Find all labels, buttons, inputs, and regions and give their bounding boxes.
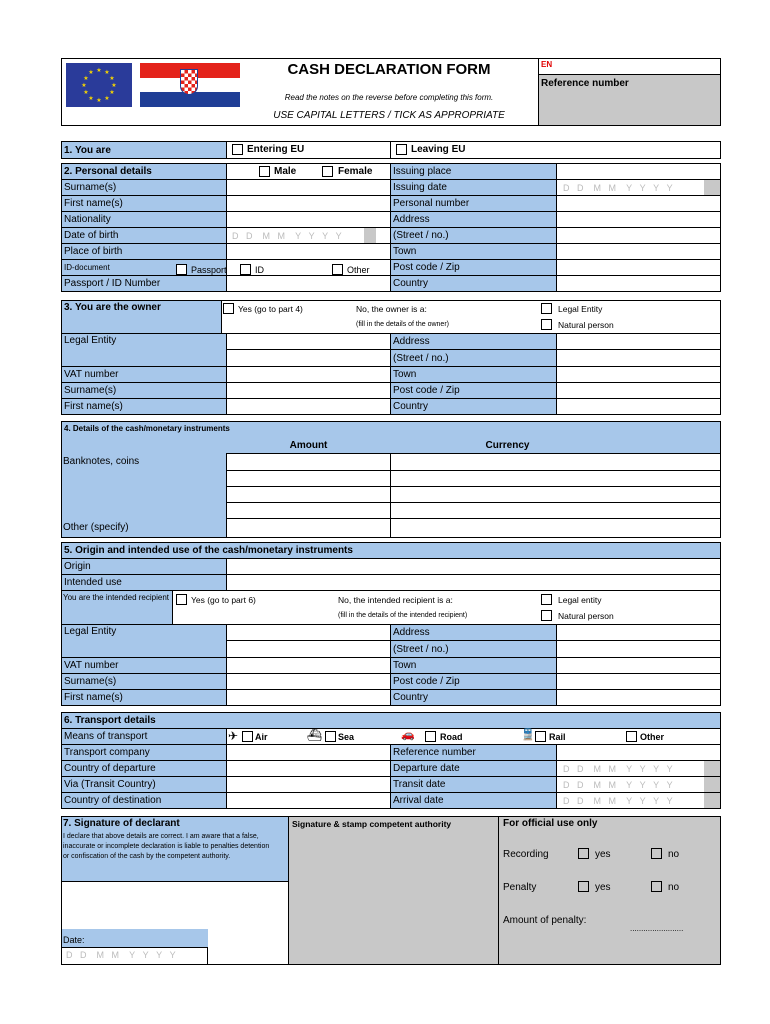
penalty-amount-field[interactable]: ........................ (630, 924, 684, 933)
owner-vat-input[interactable] (226, 366, 391, 383)
transport-reference-input[interactable] (556, 744, 721, 761)
recipient-fill-note: (fill in the details of the intended recipient) (338, 612, 468, 619)
amount-row-3[interactable] (226, 486, 391, 503)
leaving-eu-label: Leaving EU (411, 144, 466, 155)
section1-heading: 1. You are (61, 141, 227, 159)
recipient-town-label: Town (390, 657, 557, 674)
train-icon: 🚆 (521, 729, 535, 741)
owner-vat-label: VAT number (61, 366, 227, 383)
owner-legal-checkbox[interactable] (541, 303, 552, 314)
recipient-address-input[interactable] (556, 624, 721, 641)
country-destination-label: Country of destination (61, 792, 227, 809)
penalty-yes-checkbox[interactable] (578, 881, 589, 892)
owner-legal-entity-label: Legal Entity (61, 333, 227, 367)
other-specify-label: Other (specify) (63, 522, 129, 533)
nationality-label: Nationality (61, 211, 227, 228)
recipient-legal-entity-label: Legal Entity (61, 624, 227, 658)
official-use-heading: For official use only (503, 818, 598, 829)
svg-text:★: ★ (83, 89, 89, 96)
intended-use-input[interactable] (226, 574, 721, 591)
road-label: Road (440, 732, 463, 742)
other-id-label: Other (347, 265, 370, 275)
section4-heading: 4. Details of the cash/monetary instruments (64, 424, 230, 433)
declaration-text-3: or confiscation of the cash by the competent authority. (63, 853, 231, 860)
currency-row-1[interactable] (390, 453, 721, 471)
reference-number-label: Reference number (541, 78, 629, 89)
id-checkbox[interactable] (240, 264, 251, 275)
female-label: Female (338, 166, 373, 177)
owner-address-label: Address (390, 333, 557, 350)
recipient-legal-checkbox[interactable] (541, 594, 552, 605)
recording-label: Recording (503, 849, 549, 860)
owner-town-label: Town (390, 366, 557, 383)
id-document-label: ID-document (61, 259, 227, 276)
eu-flag (66, 63, 132, 107)
svg-text:★: ★ (109, 89, 115, 96)
svg-text:★: ★ (109, 75, 115, 82)
passport-number-input[interactable] (226, 275, 391, 292)
amount-row-2[interactable] (226, 470, 391, 487)
recipient-yes-label: Yes (go to part 6) (191, 595, 256, 605)
country-destination-input[interactable] (226, 792, 391, 809)
other-id-checkbox[interactable] (332, 264, 343, 275)
currency-row-2[interactable] (390, 470, 721, 487)
nationality-input[interactable] (226, 211, 391, 228)
recipient-no-label: No, the intended recipient is a: (338, 595, 453, 605)
recipient-natural-checkbox[interactable] (541, 610, 552, 621)
recipient-first-name-input[interactable] (226, 689, 391, 706)
town-input[interactable] (556, 243, 721, 260)
amount-row-4[interactable] (226, 502, 391, 519)
transport-company-input[interactable] (226, 744, 391, 761)
surname-label: Surname(s) (61, 179, 227, 196)
ship-icon: ⛴ (307, 728, 323, 742)
penalty-amount-label: Amount of penalty: (503, 915, 587, 926)
air-label: Air (255, 732, 268, 742)
recording-no-checkbox[interactable] (651, 848, 662, 859)
form-title: CASH DECLARATION FORM (287, 61, 491, 78)
other-transport-checkbox[interactable] (626, 731, 637, 742)
other-transport-label: Other (640, 732, 665, 742)
recipient-surname-input[interactable] (226, 673, 391, 690)
leaving-eu-checkbox[interactable] (396, 144, 407, 155)
section3-heading: 3. You are the owner (61, 300, 222, 334)
departure-date-label: Departure date (390, 760, 557, 777)
owner-country-input[interactable] (556, 398, 721, 415)
recording-yes-checkbox[interactable] (578, 848, 589, 859)
amount-row-1[interactable] (226, 453, 391, 471)
notes-instruction: Read the notes on the reverse before completing this form. (284, 93, 494, 102)
transit-date-mask: D D M M Y Y Y Y (563, 780, 673, 790)
owner-country-label: Country (390, 398, 557, 415)
section2-heading: 2. Personal details (61, 163, 227, 180)
recipient-details-section (61, 624, 721, 708)
address-label: Address (390, 211, 557, 228)
recipient-legal-entity-input[interactable] (226, 624, 391, 641)
recipient-postcode-input[interactable] (556, 673, 721, 690)
recipient-vat-label: VAT number (61, 657, 227, 674)
amount-row-5[interactable] (226, 518, 391, 538)
origin-label: Origin (61, 558, 227, 575)
croatia-flag (140, 63, 240, 107)
rail-label: Rail (549, 732, 566, 742)
street-label: (Street / no.) (390, 227, 557, 244)
penalty-yes-label: yes (595, 882, 611, 893)
male-label: Male (274, 166, 297, 177)
owner-no-label: No, the owner is a: (356, 304, 427, 314)
rail-checkbox[interactable] (535, 731, 546, 742)
recipient-town-input[interactable] (556, 657, 721, 674)
owner-first-name-input[interactable] (226, 398, 391, 415)
owner-details-section (61, 333, 721, 417)
street-input[interactable] (556, 227, 721, 244)
entering-eu-checkbox[interactable] (232, 144, 243, 155)
postcode-label: Post code / Zip (390, 259, 557, 276)
postcode-input[interactable] (556, 259, 721, 276)
currency-row-3[interactable] (390, 486, 721, 503)
cash-amount-table (226, 453, 721, 538)
svg-text:★: ★ (104, 95, 110, 102)
road-checkbox[interactable] (425, 731, 436, 742)
owner-natural-checkbox[interactable] (541, 319, 552, 330)
arrival-date-label: Arrival date (390, 792, 557, 809)
svg-text:★: ★ (104, 69, 110, 76)
recipient-natural-label: Natural person (558, 611, 614, 621)
owner-first-name-label: First name(s) (61, 398, 227, 415)
issuing-date-mask: D D M M Y Y Y Y (563, 183, 673, 193)
passport-label: Passport (191, 265, 227, 275)
recipient-legal-label: Legal entity (558, 595, 602, 605)
language-code: EN (541, 60, 553, 69)
recipient-country-label: Country (390, 689, 557, 706)
recipient-postcode-label: Post code / Zip (390, 673, 557, 690)
personal-number-label: Personal number (390, 195, 557, 212)
owner-natural-label: Natural person (558, 320, 614, 330)
recording-no-label: no (668, 849, 680, 860)
svg-text:★: ★ (96, 67, 102, 74)
recipient-first-name-label: First name(s) (61, 689, 227, 706)
id-label: ID (255, 265, 264, 275)
amount-header: Amount (289, 440, 328, 451)
departure-date-mask: D D M M Y Y Y Y (563, 764, 673, 774)
authority-signature-box[interactable] (288, 816, 499, 965)
passport-number-label: Passport / ID Number (61, 275, 227, 292)
recipient-address-label: Address (390, 624, 557, 641)
penalty-no-label: no (668, 882, 680, 893)
recipient-country-input[interactable] (556, 689, 721, 706)
declaration-text-1: I declare that above details are correct. I am aware that a false, (63, 833, 259, 840)
town-label: Town (390, 243, 557, 260)
sea-checkbox[interactable] (325, 731, 336, 742)
female-checkbox[interactable] (322, 166, 333, 177)
pob-input[interactable] (226, 243, 391, 260)
personal-number-input[interactable] (556, 195, 721, 212)
capitals-instruction: USE CAPITAL LETTERS / TICK AS APPROPRIATE (273, 110, 505, 121)
transit-country-label: Via (Transit Country) (61, 776, 227, 793)
owner-legal-label: Legal Entity (558, 304, 603, 314)
transit-date-label: Transit date (390, 776, 557, 793)
dob-date-mask: D D M M Y Y Y Y (232, 231, 342, 241)
signature-date-mask: D D M M Y Y Y Y (66, 950, 176, 960)
svg-text:★: ★ (88, 69, 94, 76)
recipient-label: You are the intended recipient (63, 593, 170, 602)
currency-row-5[interactable] (390, 518, 721, 538)
recipient-yes-checkbox[interactable] (176, 594, 187, 605)
owner-surname-label: Surname(s) (61, 382, 227, 399)
svg-text:★: ★ (81, 82, 87, 89)
transport-reference-label: Reference number (390, 744, 557, 761)
section7-heading: 7. Signature of declarant (63, 818, 180, 829)
currency-header: Currency (485, 440, 530, 451)
car-icon: 🚗 (401, 729, 415, 741)
signature-date-label: Date: (63, 935, 85, 945)
issuing-place-label: Issuing place (390, 163, 557, 180)
country-departure-input[interactable] (226, 760, 391, 777)
sea-label: Sea (338, 732, 355, 742)
passport-checkbox[interactable] (176, 264, 187, 275)
dob-label: Date of birth (61, 227, 227, 244)
origin-input[interactable] (226, 558, 721, 575)
section5-heading: 5. Origin and intended use of the cash/monetary instruments (61, 542, 721, 559)
authority-signature-label: Signature & stamp competent authority (292, 819, 452, 829)
penalty-no-checkbox[interactable] (651, 881, 662, 892)
address-input[interactable] (556, 211, 721, 228)
svg-text:★: ★ (88, 95, 94, 102)
surname-input[interactable] (226, 179, 391, 196)
svg-text:★: ★ (111, 82, 117, 89)
pob-label: Place of birth (61, 243, 227, 260)
recipient-vat-input[interactable] (226, 657, 391, 674)
owner-yes-label: Yes (go to part 4) (238, 304, 303, 314)
country-departure-label: Country of departure (61, 760, 227, 777)
owner-legal-entity-input[interactable] (226, 333, 391, 350)
owner-postcode-label: Post code / Zip (390, 382, 557, 399)
svg-text:★: ★ (96, 97, 102, 104)
owner-town-input[interactable] (556, 366, 721, 383)
owner-street-label: (Street / no.) (390, 349, 557, 367)
arrival-date-mask: D D M M Y Y Y Y (563, 796, 673, 806)
intended-use-label: Intended use (61, 574, 227, 591)
plane-icon: ✈ (228, 729, 239, 743)
section6-heading: 6. Transport details (61, 712, 721, 729)
svg-text:★: ★ (83, 75, 89, 82)
male-checkbox[interactable] (259, 166, 270, 177)
country-input[interactable] (556, 275, 721, 292)
first-name-label: First name(s) (61, 195, 227, 212)
transport-company-label: Transport company (61, 744, 227, 761)
currency-row-4[interactable] (390, 502, 721, 519)
country-label: Country (390, 275, 557, 292)
owner-fill-note: (fill in the details of the owner) (356, 321, 449, 328)
recipient-street-label: (Street / no.) (390, 640, 557, 658)
issuing-place-input[interactable] (556, 163, 721, 180)
transit-country-input[interactable] (226, 776, 391, 793)
issuing-date-label: Issuing date (390, 179, 557, 196)
first-name-input[interactable] (226, 195, 391, 212)
owner-postcode-input[interactable] (556, 382, 721, 399)
entering-eu-label: Entering EU (247, 144, 305, 155)
penalty-label: Penalty (503, 882, 537, 893)
means-of-transport-label: Means of transport (61, 728, 227, 745)
air-checkbox[interactable] (242, 731, 253, 742)
declaration-text-2: inaccurate or incomplete declaration is liable to penalties detention (63, 843, 270, 850)
owner-surname-input[interactable] (226, 382, 391, 399)
recording-yes-label: yes (595, 849, 611, 860)
recipient-surname-label: Surname(s) (61, 673, 227, 690)
owner-street-input[interactable] (556, 349, 721, 367)
owner-yes-checkbox[interactable] (223, 303, 234, 314)
banknotes-label: Banknotes, coins (63, 456, 140, 467)
recipient-street-input[interactable] (556, 640, 721, 658)
owner-address-input[interactable] (556, 333, 721, 350)
